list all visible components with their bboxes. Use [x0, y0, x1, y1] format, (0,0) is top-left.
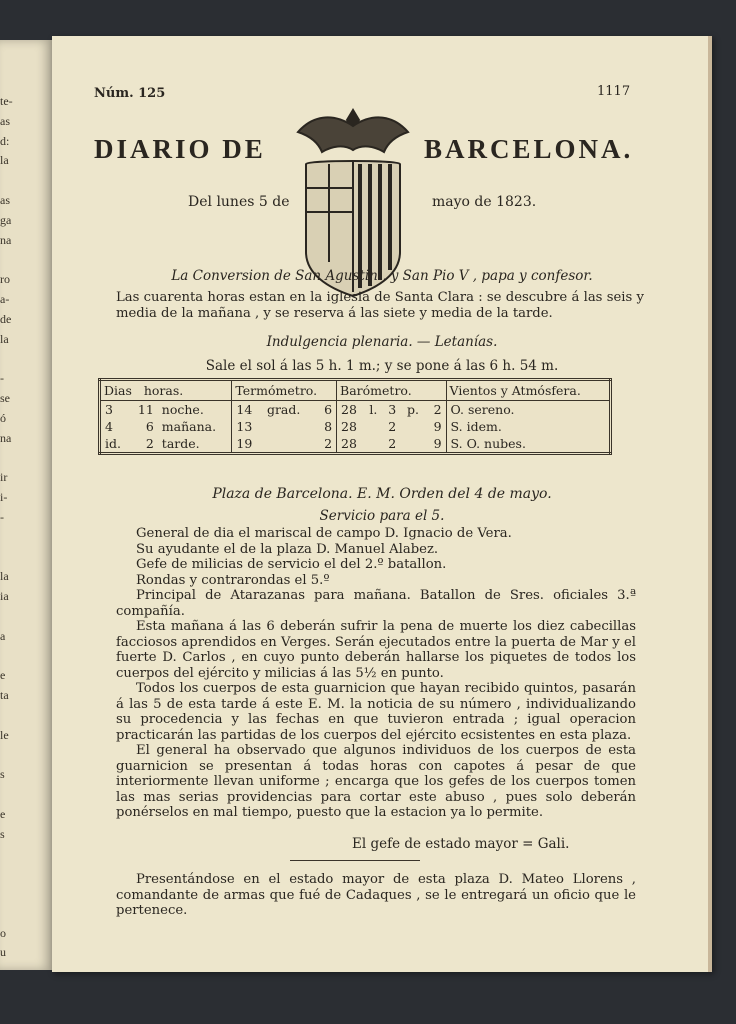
left-page-fragment: s — [0, 826, 5, 841]
page-number: 1117 — [597, 84, 631, 99]
left-page-fragment: a- — [0, 292, 10, 306]
weather-cell-dia: 3 — [105, 402, 113, 417]
left-page-fragment: o — [0, 925, 6, 940]
left-page-fragment: te- — [0, 94, 13, 108]
service-heading: Servicio para el 5. — [319, 508, 445, 524]
weather-cell-t1: 13 — [236, 419, 253, 434]
left-page-fragment: as — [0, 113, 10, 128]
left-page-fragment: e — [0, 806, 6, 821]
left-page-fragment: ia — [0, 589, 9, 603]
weather-cell-wind: S. O. nubes. — [450, 436, 526, 451]
weather-cell-t-unit — [263, 435, 316, 454]
weather-cell-b2 — [365, 418, 384, 435]
saints-of-the-day: La Conversion de San Agustin , y San Pio V , papa y confesor. — [171, 268, 593, 284]
weather-cell-b1: 28 — [341, 436, 357, 451]
weather-header-days-hours: Dias horas. — [100, 380, 232, 401]
weather-cell-b4 — [403, 418, 427, 435]
left-page-fragment: le — [0, 727, 9, 742]
orders-heading: Plaza de Barcelona. E. M. Orden del 4 de mayo. — [212, 486, 552, 502]
left-page-edge — [0, 40, 52, 970]
left-page-fragment: la — [0, 153, 9, 168]
weather-row — [100, 418, 611, 435]
weather-cell-hora: 6 — [145, 419, 154, 434]
weather-header-wind: Vientos y Atmósfera. — [446, 380, 610, 401]
weather-cell-wind: S. idem. — [450, 419, 502, 434]
weather-cell-hora-label: mañana. — [158, 418, 232, 435]
weather-table — [98, 378, 612, 455]
weather-cell-b5: 2 — [427, 401, 446, 419]
weather-cell-b1: 28 — [341, 419, 357, 434]
left-page-fragment: ta — [0, 688, 9, 702]
weather-cell-b2: l. — [369, 402, 378, 417]
left-page-fragment: a — [0, 628, 6, 643]
weather-cell-dia: id. — [105, 436, 121, 451]
divider — [290, 860, 420, 861]
order-line: Rondas y contrarondas el 5.º — [136, 572, 330, 588]
weather-cell-dia: 4 — [105, 419, 113, 434]
weather-cell-b4: p. — [407, 402, 420, 417]
weather-cell-b5: 9 — [427, 418, 446, 435]
left-page-fragment: ro — [0, 272, 10, 287]
weather-cell-b4 — [403, 435, 427, 454]
left-page-fragment: ó — [0, 410, 6, 425]
left-page-fragment: ga — [0, 212, 12, 227]
order-line: Gefe de milicias de servicio el del 2.º batallon. — [136, 557, 447, 572]
weather-cell-t-unit: grad. — [266, 402, 301, 417]
left-page-fragment: la — [0, 569, 9, 584]
weather-row — [100, 435, 611, 454]
weather-cell-b3: 3 — [388, 402, 397, 417]
indulgence-notice: Indulgencia plenaria. — Letanías. — [266, 334, 498, 350]
forty-hours-notice: Las cuarenta horas estan en la iglesia de Santa Clara : se descubre á las seis y media de la mañana , y se reserva á las siete y media de la tarde. — [116, 290, 644, 321]
left-page-fragment: - — [0, 371, 4, 386]
left-page-fragment: u — [0, 945, 6, 960]
weather-cell-wind: O. sereno. — [450, 402, 515, 417]
masthead-title-right: BARCELONA. — [424, 134, 634, 164]
weather-cell-t1: 14 — [236, 402, 253, 417]
weather-cell-b3: 2 — [388, 419, 397, 434]
weather-cell-hora: 2 — [145, 436, 154, 451]
left-page-fragment: na — [0, 430, 12, 445]
left-page-fragment: se — [0, 391, 10, 405]
issue-number: Núm. 125 — [94, 86, 166, 101]
orders-body — [116, 526, 636, 821]
order-paragraph: Esta mañana á las 6 deberán sufrir la pena de muerte los diez cabecillas facciosos aprendidos en Verges. Serán ejecutados entre la puerta de Mar y el fuerte D. Carlos , en cuyo punto deberán hallarse los piquetes de todos los cuerpos del ejército y milicias á las 5½ en punto. — [116, 619, 636, 681]
left-page-fragment: s — [0, 767, 5, 782]
left-page-fragment: d: — [0, 133, 10, 148]
weather-header-thermometer: Termómetro. — [232, 380, 337, 401]
weather-cell-t2: 2 — [316, 435, 337, 454]
weather-cell-t1: 19 — [236, 436, 253, 451]
left-page-fragment: as — [0, 193, 10, 207]
weather-cell-hora: 11 — [137, 402, 154, 417]
weather-row — [100, 401, 611, 419]
issue-date-right: mayo de 1823. — [432, 194, 537, 210]
left-page-fragment: de — [0, 311, 12, 326]
weather-cell-b5: 9 — [427, 435, 446, 454]
left-page-fragment: - — [0, 509, 4, 524]
issue-date-left: Del lunes 5 de — [188, 194, 290, 210]
order-paragraph: Principal de Atarazanas para mañana. Batallon de Sres. oficiales 3.ª compañía. — [116, 588, 636, 619]
left-page-fragment: ir — [0, 470, 8, 485]
weather-cell-hora-label: noche. — [158, 401, 232, 419]
weather-header-barometer: Barómetro. — [337, 380, 446, 401]
weather-cell-t-unit — [263, 418, 316, 435]
newspaper-page — [52, 36, 712, 972]
sunrise-sunset: Sale el sol á las 5 h. 1 m.; y se pone á las 6 h. 54 m. — [205, 358, 559, 374]
left-page-fragment: la — [0, 331, 9, 346]
left-page-fragment: e — [0, 668, 6, 683]
order-line: Su ayudante el de la plaza D. Manuel Alabez. — [136, 541, 439, 557]
left-page-fragment: na — [0, 232, 12, 247]
order-paragraph: El general ha observado que algunos individuos de los cuerpos de esta guarnicion se presentan á todas horas con capotes á pesar de que interiormente llevan uniforme ; encarga que los gefes de los cuerpos tomen las mas serias providencias para cortar este abuso , pues solo deberán ponérselos en mal tiempo, puesto que la estacion ya lo permite. — [116, 743, 636, 820]
weather-cell-b1: 28 — [341, 402, 357, 417]
order-paragraph: Todos los cuerpos de esta guarnicion que hayan recibido quintos, pasarán á las 5 de esta tarde á este E. M. la noticia de su número , individualizando su procedencia y las fechas en que tuvieron entrada ; igual operacion practicarán las partidas de los cuerpos del ejército ecsistentes en esta plaza. — [116, 681, 636, 743]
weather-cell-b3: 2 — [388, 436, 397, 451]
weather-cell-hora-label: tarde. — [158, 435, 232, 454]
notice-text: Presentándose en el estado mayor de esta plaza D. Mateo Llorens , comandante de armas que fué de Cadaques , se le entregará un oficio que le pertenece. — [116, 872, 636, 918]
weather-cell-b2 — [365, 435, 384, 454]
left-page-fragment: i- — [0, 490, 8, 504]
notice-paragraph — [116, 872, 636, 919]
weather-cell-t2: 8 — [316, 418, 337, 435]
signature: El gefe de estado mayor = Gali. — [352, 836, 570, 852]
weather-cell-t2: 6 — [316, 401, 337, 419]
order-line: General de dia el mariscal de campo D. Ignacio de Vera. — [136, 526, 512, 541]
masthead-title-left: DIARIO DE — [94, 134, 266, 164]
